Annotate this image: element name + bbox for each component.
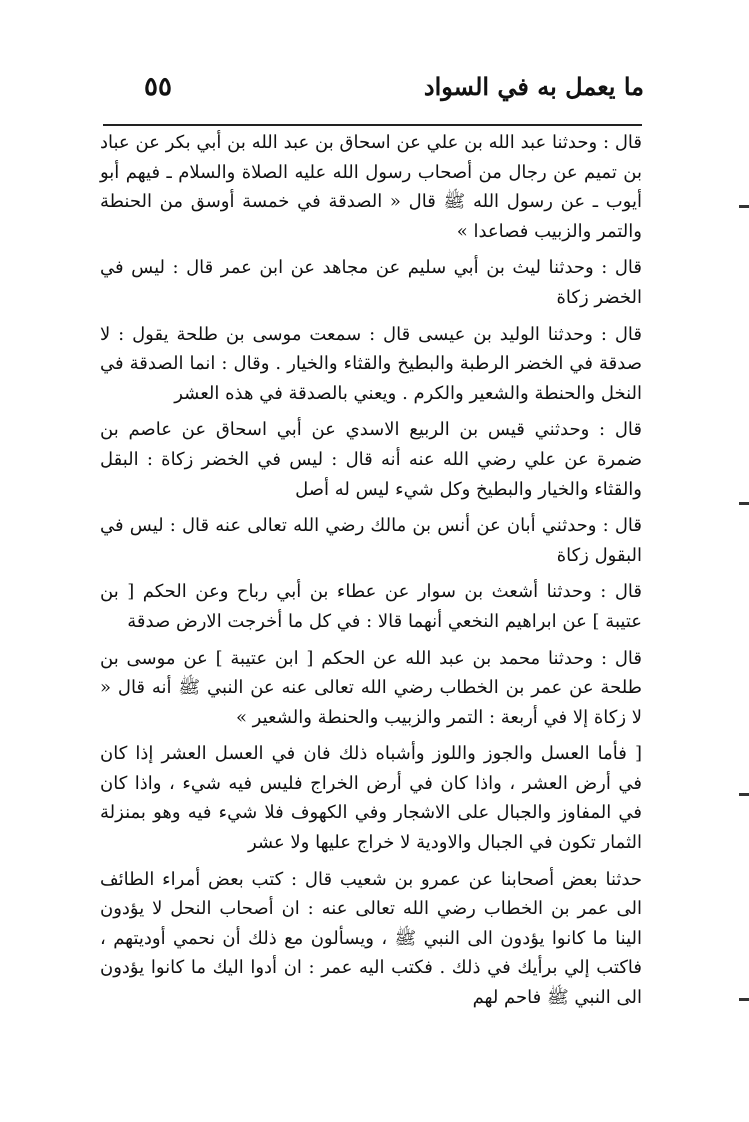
page-number: ٥٥ <box>144 72 172 102</box>
scan-edge-mark <box>739 793 749 796</box>
header-rule <box>103 124 642 126</box>
paragraph: قال : وحدثنا محمد بن عبد الله عن الحكم [ ابن عتيبة ] عن موسى بن طلحة عن عمر بن الخطاب رضي الله تعالى عنه عن النبي ﷺ أنه قال « لا زكاة إلا في أربعة : التمر والزبيب والحنطة والشعير » <box>100 647 642 728</box>
paragraph: قال : وحدثني أبان عن أنس بن مالك رضي الله تعالى عنه قال : ليس في البقول زكاة <box>100 515 642 566</box>
paragraph: قال : وحدثني قيس بن الربيع الاسدي عن أبي اسحاق عن عاصم بن ضمرة عن علي رضي الله عنه أنه قال : ليس في الخضر زكاة : البقل والقثاء والخيار والبطيخ وكل شيء ليس له أصل <box>100 419 642 500</box>
paragraph: قال : وحدثنا أشعث بن سوار عن عطاء بن أبي رباح وعن الحكم [ بن عتيبة ] عن ابراهيم النخعي أنهما قالا : في كل ما أخرجت الارض صدقة <box>100 581 642 632</box>
page-header <box>110 72 644 112</box>
paragraph: قال : وحدثنا الوليد بن عيسى قال : سمعت موسى بن طلحة يقول : لا صدقة في الخضر الرطبة والبطيخ والقثاء والخيار . وقال : انما الصدقة في النخل والحنطة والشعير والكرم . ويعني بالصدقة في هذه العشر <box>100 323 642 404</box>
paragraph: قال : وحدثنا عبد الله بن علي عن اسحاق بن عبد الله بن أبي بكر عن عباد بن تميم عن رجال من أصحاب رسول الله عليه الصلاة والسلام ـ فيهم أبو أيوب ـ عن رسول الله ﷺ قال « الصدقة في خمسة أوسق من الحنطة والتمر والزبيب فصاعدا » <box>100 132 642 242</box>
paragraph: [ فأما العسل والجوز واللوز وأشباه ذلك فان في العسل العشر إذا كان في أرض العشر ، واذا كان في أرض الخراج فليس فيه شيء ، واذا كان في المفاوز والجبال على الاشجار وفي الكهوف فلا شيء فيه وهو بمنزلة الثمار تكون في الجبال والاودية لا خراج عليها ولا عشر <box>100 743 642 854</box>
scan-edge-mark <box>739 502 749 505</box>
paragraph: قال : وحدثنا ليث بن أبي سليم عن مجاهد عن ابن عمر قال : ليس في الخضر زكاة <box>100 257 642 308</box>
running-title: ما يعمل به في السواد <box>423 72 644 101</box>
paragraph: حدثنا بعض أصحابنا عن عمرو بن شعيب قال : كتب بعض أمراء الطائف الى عمر بن الخطاب رضي الله تعالى عنه : ان أصحاب النحل لا يؤدون الينا ما كانوا يؤدون الى النبي ﷺ ، ويسألون مع ذلك أن نحمي أوديتهم ، فاكتب إلي برأيك في ذلك . فكتب اليه عمر : ان أدوا اليك ما كانوا يؤدون الى النبي ﷺ فاحم لهم <box>100 868 642 1009</box>
scan-edge-mark <box>739 998 749 1001</box>
page-body <box>100 128 642 1020</box>
scan-edge-mark <box>739 205 749 208</box>
